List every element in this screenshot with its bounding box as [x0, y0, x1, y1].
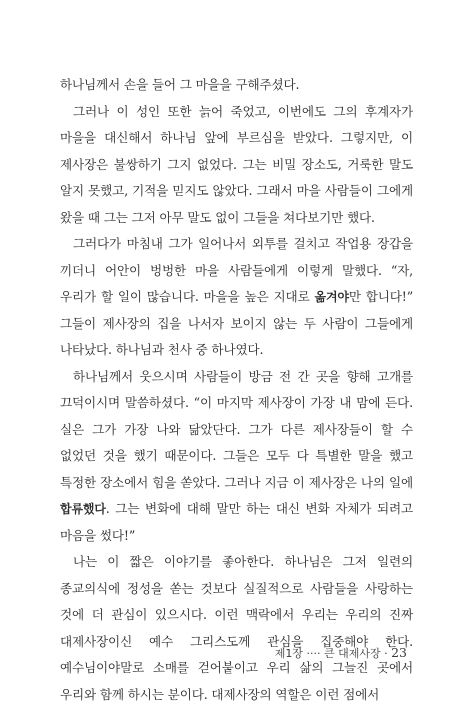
footer-dot: ·: [384, 647, 388, 660]
paragraph: [60, 364, 413, 550]
body-text: [60, 72, 413, 708]
paragraph-text: 하나님께서 웃으시며 사람들이 방금 전 간 곳을 향해 고개를 끄덕이시며 말씀하셨다. “이 마지막 제사장이 가장 내 맘에 든다. 실은 그가 가장 나와 닮았단다. 그가 다른 제사장들이 할 수 없었던 것을 했기 때문이다. 그들은 모두 다 특별한 말을 했고 특정한 장소에서 힘을 쏟았다. 그러나 지금 이 제사장은 나의 일에: [60, 368, 413, 490]
footer-chapter: 제1장: [274, 647, 303, 660]
paragraph-text: . 그는 변화에 대해 말만 하는 대신 변화 자체가 되려고 마음을 썼다!”: [60, 501, 413, 543]
footer-title: 큰 대제사장: [323, 647, 381, 660]
emphasized-text: 합류했다: [60, 502, 106, 516]
page-number: 23: [391, 645, 407, 660]
paragraph-text: 그러나 이 성인 또한 늙어 죽었고, 이번에도 그의 후계자가 마을을 대신해서 하나님 앞에 부르심을 받았다. 그렇지만, 이 제사장은 불쌍하기 그지 없었다. 그는 비밀 장소도, 거룩한 말도 알지 못했고, 기적을 믿지도 않았다. 그래서 마을 사람들이 그에게 왔을 때 그는 그저 아무 말도 없이 그들을 쳐다보기만 했다.: [60, 103, 413, 225]
paragraph-text: 그러다가 마침내 그가 일어나서 외투를 걸치고 작업용 장갑을 끼더니 어안이 벙벙한 마을 사람들에게 이렇게 말했다. “자, 우리가 할 일이 많습니다. 마을을 높은 지대로: [60, 236, 413, 304]
paragraph: [60, 231, 413, 364]
running-footer: [275, 645, 407, 661]
paragraph-text: 만 합니다!” 그들이 제사장의 집을 나서자 보이지 않는 두 사람이 그들에게 나타났다. 하나님과 천사 중 하나였다.: [60, 289, 413, 357]
paragraph: [60, 72, 413, 99]
emphasized-text: 옮겨야: [314, 290, 349, 304]
paragraph-text: 나는 이 짧은 이야기를 좋아한다. 하나님은 그저 일련의 종교의식에 정성을 쏟는 것보다 실질적으로 사람들을 사랑하는 것에 더 관심이 있으시다. 이런 맥락에서 우리는 우리의 진짜 대제사장이신 예수 그리스도께 관심을 집중해야 한다. 예수님이야말로 소매를 걷어붙이고 우리 삶의 그늘진 곳에서 우리와 함께 하시는 분이다. 대제사장의 역할은 이런 점에서: [60, 554, 413, 702]
paragraph: [60, 549, 413, 708]
paragraph-text: 하나님께서 손을 들어 그 마을을 구해주셨다.: [60, 77, 300, 92]
paragraph: [60, 99, 413, 232]
footer-separator: ····: [306, 647, 321, 660]
